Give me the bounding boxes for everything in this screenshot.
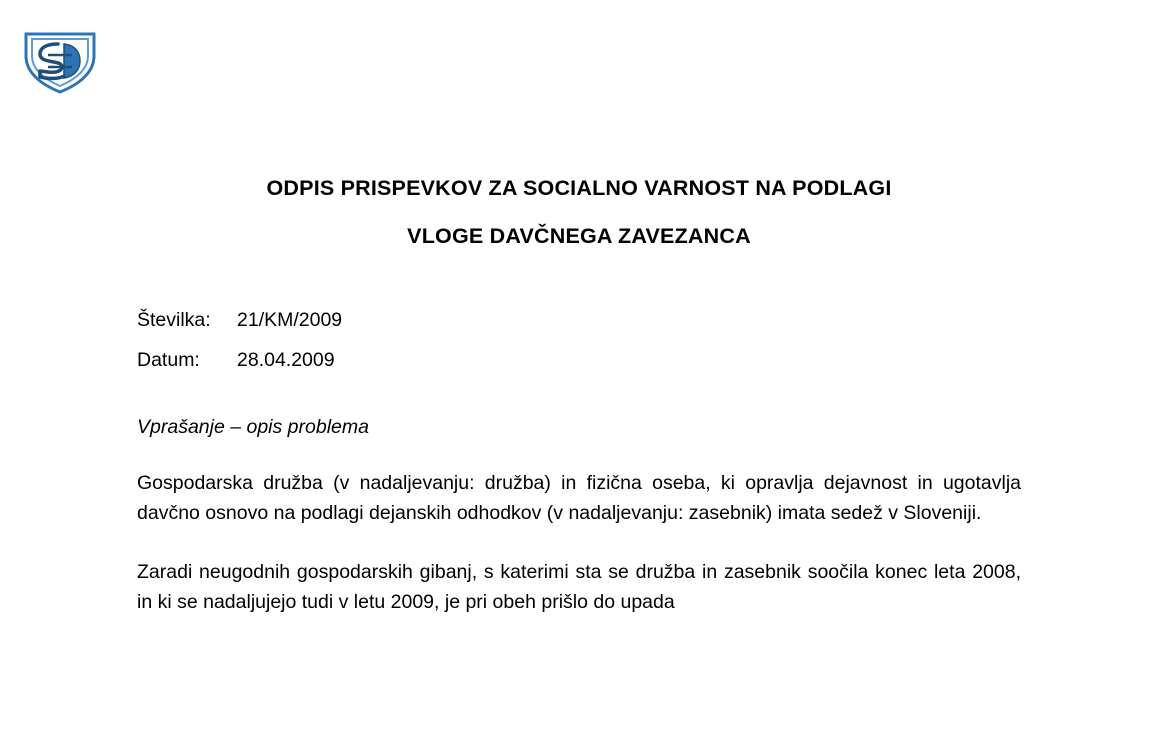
meta-date-label: Datum:	[137, 348, 200, 371]
document-meta	[137, 311, 1021, 370]
meta-date-value: 28.04.2009	[237, 348, 335, 371]
section-heading: Vprašanje – opis problema	[137, 416, 369, 438]
meta-number-value: 21/KM/2009	[237, 309, 343, 331]
paragraph-1: Gospodarska družba (v nadaljevanju: družba) in fizična oseba, ki opravlja dejavnost in ugotavlja davčno osnovo na podlagi dejanskih odhodkov (v nadaljevanju: zasebnik) imata sedež v Sloveniji.	[137, 471, 1021, 525]
sd-shield-logo-icon	[18, 26, 102, 96]
paragraph-2: Zaradi neugodnih gospodarskih gibanj, s katerimi sta se družba in zasebnik soočila konec leta 2008, in ki se nadaljujejo tudi v letu 2009, je pri obeh prišlo do upada	[137, 560, 1021, 614]
meta-row-date	[137, 348, 1021, 371]
meta-row-number	[137, 311, 1021, 331]
page-title-line-2: VLOGE DAVČNEGA ZAVEZANCA	[407, 223, 751, 248]
meta-number-label: Številka:	[137, 309, 211, 331]
page-title-line-1: ODPIS PRISPEVKOV ZA SOCIALNO VARNOST NA PODLAGI	[266, 176, 892, 200]
document-body	[137, 0, 1021, 637]
page-title	[137, 178, 1021, 247]
